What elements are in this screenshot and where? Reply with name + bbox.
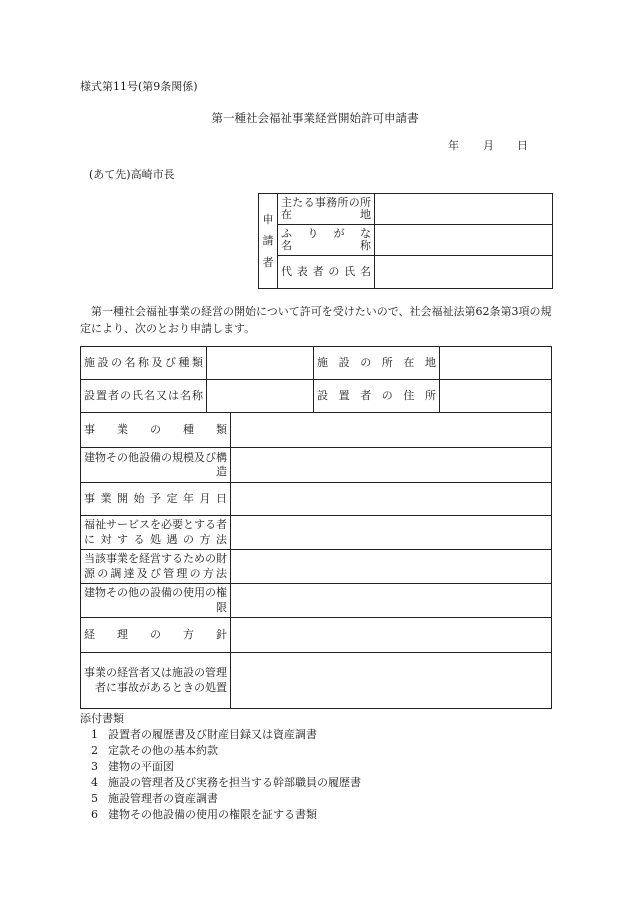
accident-handling-field[interactable] [231,653,552,709]
scale-structure-field[interactable] [231,448,552,483]
name-label-text: 名称 [281,239,371,252]
item-text: 定款その他の基本約款 [108,744,218,757]
document-title: 第一種社会福祉事業経営開始許可申請書 [211,111,419,125]
funding-field[interactable] [231,550,552,584]
facility-table [80,346,552,413]
treatment-method-field[interactable] [231,516,552,550]
funding-label: 当該事業を経営するための財源の調達及び管理の方法 [81,550,231,584]
name-field[interactable] [375,225,553,256]
form-number: 様式第11号(第9条関係) [80,80,198,93]
facility-location-field[interactable] [440,347,552,380]
list-item [91,807,361,823]
item-text: 建物その他設備の使用の権限を証する書類 [108,808,317,821]
establisher-name-field[interactable] [207,380,314,413]
policy-label: 経理の方針 [81,618,231,653]
start-date-field[interactable] [231,483,552,516]
date-year-label: 年 [448,139,459,152]
details-table [80,412,552,709]
intro-paragraph: 第一種社会福祉事業の経営の開始について許可を受けたいので、社会福祉法第62条第3項の規定により、次のとおり申請します。 [80,305,552,336]
item-text: 設置者の履歴書及び財産目録又は資産調書 [108,728,317,741]
item-number: 2 [91,744,98,757]
accident-handling-label: 事業の経営者又は施設の管理者に事故があるときの処置 [81,653,231,709]
representative-label: 代表者の氏名 [278,256,375,289]
name-label [278,225,375,256]
scale-structure-label: 建物その他設備の規模及び構造 [81,448,231,483]
attachments-heading: 添付書類 [80,712,124,725]
treatment-method-label: 福祉サービスを必要とする者に対する処遇の方法 [81,516,231,550]
facility-location-label: 施設の所在地 [314,347,440,380]
office-location-label: 主たる事務所の所在地 [278,194,375,225]
business-type-field[interactable] [231,413,552,448]
item-number: 4 [91,776,98,789]
list-item [91,743,361,759]
office-location-field[interactable] [375,194,553,225]
addressee: (あて先)高崎市長 [89,168,175,181]
business-type-label: 事業の種類 [81,413,231,448]
usage-rights-field[interactable] [231,584,552,618]
start-date-label: 事業開始予定年月日 [81,483,231,516]
policy-field[interactable] [231,618,552,653]
item-number: 1 [91,728,98,741]
item-text: 建物の平面図 [108,760,174,773]
establisher-name-label: 設置者の氏名又は名称 [81,380,207,413]
establisher-address-label: 設置者の住所 [314,380,440,413]
establisher-address-field[interactable] [440,380,552,413]
list-item [91,791,361,807]
representative-field[interactable] [375,256,553,289]
applicant-table [258,193,553,289]
list-item [91,759,361,775]
date-month-label: 月 [483,139,494,152]
facility-name-type-label: 施設の名称及び種類 [81,347,207,380]
item-text: 施設管理者の資産調書 [108,792,218,805]
item-number: 5 [91,792,98,805]
attachments-list [91,727,361,823]
applicant-side-label: 申 請 者 [259,194,278,289]
item-number: 6 [91,808,98,821]
usage-rights-label: 建物その他の設備の使用の権限 [81,584,231,618]
list-item [91,775,361,791]
furigana-label: ふりがな [281,227,371,241]
item-text: 施設の管理者及び実務を担当する幹部職員の履歴書 [108,776,361,789]
list-item [91,727,361,743]
facility-name-type-field[interactable] [207,347,314,380]
date-day-label: 日 [517,139,528,152]
item-number: 3 [91,760,98,773]
